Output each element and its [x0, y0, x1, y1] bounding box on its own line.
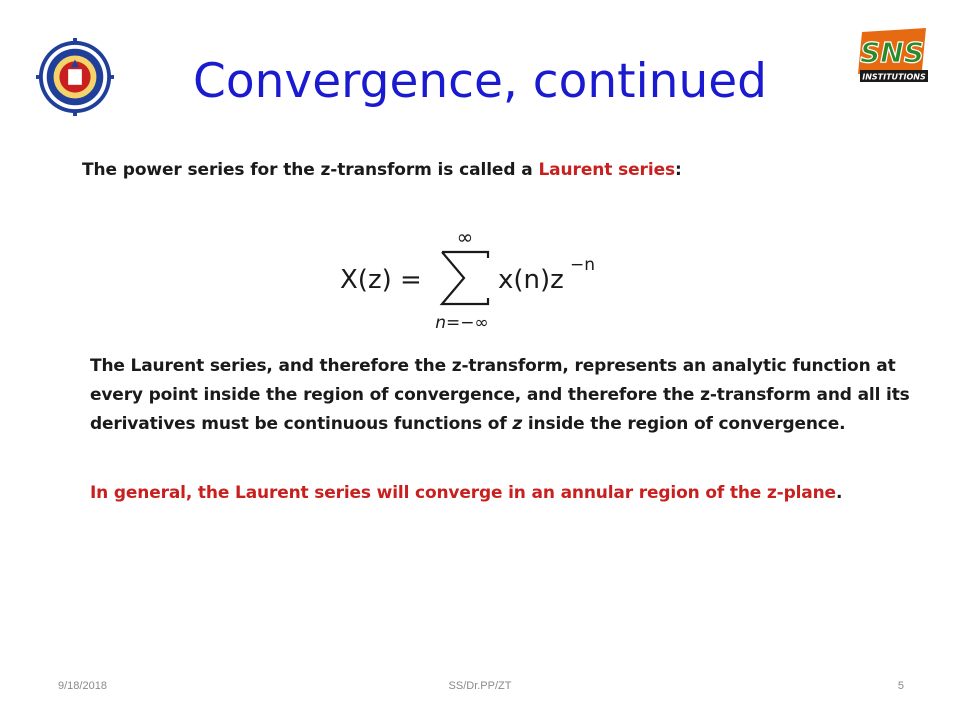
intro-suffix: :: [675, 160, 682, 180]
laurent-series-highlight: Laurent series: [538, 160, 676, 180]
footer-author: SS/Dr.PP/ZT: [448, 680, 512, 692]
sigma-symbol: [442, 252, 488, 304]
formula-upper-limit: ∞: [456, 228, 474, 249]
formula-summand: x(n)z: [498, 265, 564, 295]
intro-sentence: [82, 160, 682, 180]
conclusion-paragraph: [90, 483, 910, 503]
intro-prefix: The power series for the z-transform is called a: [82, 160, 539, 180]
body-text-a: The Laurent series, and therefore the z-transform, represents an analytic function at every point inside the region of convergence, and therefore the z-transform and all its derivatives must be continuous functions of: [90, 356, 910, 434]
formula-exponent: −n: [570, 255, 596, 275]
footer-date: 9/18/2018: [58, 680, 107, 692]
formula-lower-limit: n=−∞: [435, 313, 489, 333]
z-transform-formula: [330, 228, 620, 338]
sns-logo-subtext: INSTITUTIONS: [862, 72, 926, 82]
conclusion-text: In general, the Laurent series will converge in an annular region of the z-plane: [90, 483, 836, 503]
body-paragraph: [90, 352, 910, 439]
formula-lhs: X(z) =: [340, 265, 422, 295]
footer-page-number: 5: [897, 680, 904, 692]
body-variable-z: z: [512, 414, 523, 434]
body-text-b: inside the region of convergence.: [522, 414, 846, 434]
slide-title: Convergence, continued: [193, 54, 767, 109]
sns-logo-text: SNS: [860, 36, 924, 69]
conclusion-period: .: [835, 483, 843, 503]
